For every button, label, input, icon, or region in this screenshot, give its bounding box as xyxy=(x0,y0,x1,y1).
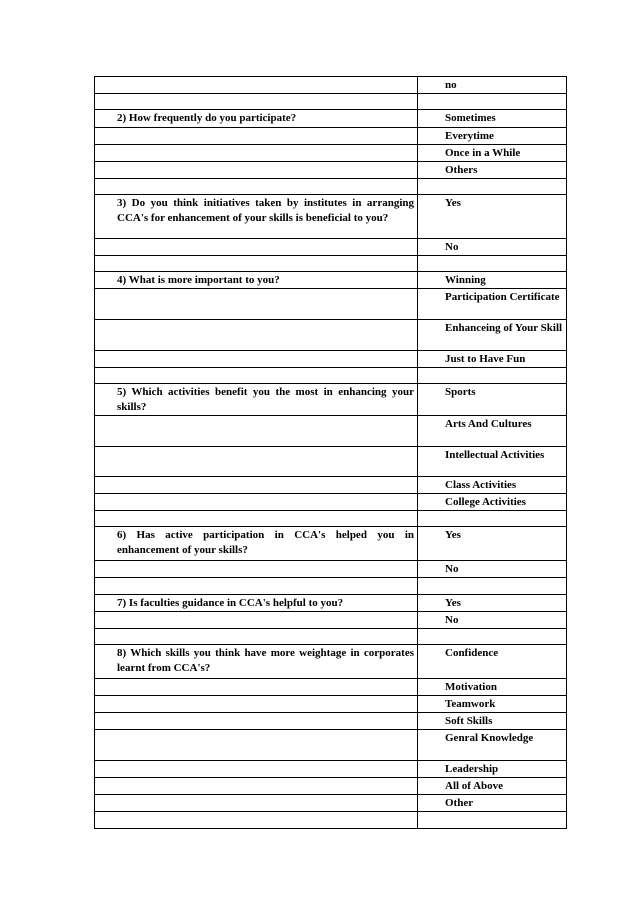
answer-cell: No xyxy=(418,239,567,256)
table-row xyxy=(95,527,567,561)
answer-cell xyxy=(418,629,567,645)
question-cell xyxy=(95,416,418,447)
question-cell xyxy=(95,477,418,494)
question-cell xyxy=(95,730,418,761)
answer-cell xyxy=(418,256,567,272)
table-row xyxy=(95,561,567,578)
answer-cell xyxy=(418,368,567,384)
question-cell xyxy=(95,696,418,713)
answer-cell: Intellectual Activities xyxy=(418,447,567,477)
answer-cell: Everytime xyxy=(418,128,567,145)
question-cell xyxy=(95,447,418,477)
question-cell: 8) Which skills you think have more weightage in corporates learnt from CCA's? xyxy=(95,645,418,679)
table-row xyxy=(95,351,567,368)
table-row xyxy=(95,795,567,812)
question-cell xyxy=(95,179,418,195)
table-row xyxy=(95,812,567,829)
answer-cell: Sports xyxy=(418,384,567,416)
answer-cell: Motivation xyxy=(418,679,567,696)
answer-cell: Once in a While xyxy=(418,145,567,162)
question-cell xyxy=(95,578,418,595)
question-cell xyxy=(95,629,418,645)
survey-body xyxy=(95,77,567,829)
table-row xyxy=(95,94,567,110)
answer-cell: Participation Certificate xyxy=(418,289,567,320)
answer-cell: College Activities xyxy=(418,494,567,511)
table-row xyxy=(95,416,567,447)
answer-cell: Class Activities xyxy=(418,477,567,494)
answer-cell: Others xyxy=(418,162,567,179)
question-cell: 4) What is more important to you? xyxy=(95,272,418,289)
question-cell xyxy=(95,494,418,511)
table-row xyxy=(95,511,567,527)
table-row xyxy=(95,778,567,795)
answer-cell: Just to Have Fun xyxy=(418,351,567,368)
question-cell: 2) How frequently do you participate? xyxy=(95,110,418,128)
answer-cell: Other xyxy=(418,795,567,812)
question-cell xyxy=(95,679,418,696)
table-row xyxy=(95,368,567,384)
table-row xyxy=(95,289,567,320)
survey-table xyxy=(94,76,567,829)
question-cell: 3) Do you think initiatives taken by institutes in arranging CCA's for enhancement of your skills is beneficial to you? xyxy=(95,195,418,239)
table-row xyxy=(95,195,567,239)
question-cell xyxy=(95,145,418,162)
question-cell xyxy=(95,77,418,94)
answer-cell: Teamwork xyxy=(418,696,567,713)
table-row xyxy=(95,145,567,162)
table-row xyxy=(95,494,567,511)
table-row xyxy=(95,679,567,696)
question-cell: 6) Has active participation in CCA's helped you in enhancement of your skills? xyxy=(95,527,418,561)
question-cell xyxy=(95,239,418,256)
answer-cell: Arts And Cultures xyxy=(418,416,567,447)
answer-cell: Confidence xyxy=(418,645,567,679)
table-row xyxy=(95,239,567,256)
question-cell xyxy=(95,795,418,812)
question-cell xyxy=(95,368,418,384)
answer-cell xyxy=(418,179,567,195)
table-row xyxy=(95,578,567,595)
table-row xyxy=(95,612,567,629)
answer-cell xyxy=(418,511,567,527)
answer-cell xyxy=(418,578,567,595)
table-row xyxy=(95,629,567,645)
answer-cell: No xyxy=(418,561,567,578)
table-row xyxy=(95,447,567,477)
answer-cell: Yes xyxy=(418,595,567,612)
question-cell xyxy=(95,320,418,351)
answer-cell: No xyxy=(418,612,567,629)
table-row xyxy=(95,645,567,679)
answer-cell xyxy=(418,94,567,110)
question-cell xyxy=(95,162,418,179)
answer-cell: Yes xyxy=(418,195,567,239)
question-cell xyxy=(95,94,418,110)
answer-cell: Soft Skills xyxy=(418,713,567,730)
table-row xyxy=(95,713,567,730)
answer-cell: Winning xyxy=(418,272,567,289)
answer-cell: no xyxy=(418,77,567,94)
table-row xyxy=(95,696,567,713)
table-row xyxy=(95,272,567,289)
table-row xyxy=(95,110,567,128)
answer-cell: Genral Knowledge xyxy=(418,730,567,761)
table-row xyxy=(95,162,567,179)
question-cell xyxy=(95,256,418,272)
question-cell xyxy=(95,778,418,795)
answer-cell xyxy=(418,812,567,829)
question-cell xyxy=(95,812,418,829)
question-cell xyxy=(95,713,418,730)
table-row xyxy=(95,477,567,494)
answer-cell: Enhanceing of Your Skill xyxy=(418,320,567,351)
answer-cell: Yes xyxy=(418,527,567,561)
answer-cell: Leadership xyxy=(418,761,567,778)
question-cell xyxy=(95,612,418,629)
table-row xyxy=(95,128,567,145)
answer-cell: All of Above xyxy=(418,778,567,795)
table-row xyxy=(95,595,567,612)
table-row xyxy=(95,77,567,94)
question-cell xyxy=(95,289,418,320)
table-row xyxy=(95,256,567,272)
question-cell xyxy=(95,128,418,145)
question-cell xyxy=(95,561,418,578)
table-row xyxy=(95,179,567,195)
question-cell xyxy=(95,511,418,527)
table-row xyxy=(95,730,567,761)
question-cell: 7) Is faculties guidance in CCA's helpful to you? xyxy=(95,595,418,612)
table-row xyxy=(95,320,567,351)
answer-cell: Sometimes xyxy=(418,110,567,128)
question-cell: 5) Which activities benefit you the most in enhancing your skills? xyxy=(95,384,418,416)
table-row xyxy=(95,384,567,416)
question-cell xyxy=(95,761,418,778)
table-row xyxy=(95,761,567,778)
question-cell xyxy=(95,351,418,368)
